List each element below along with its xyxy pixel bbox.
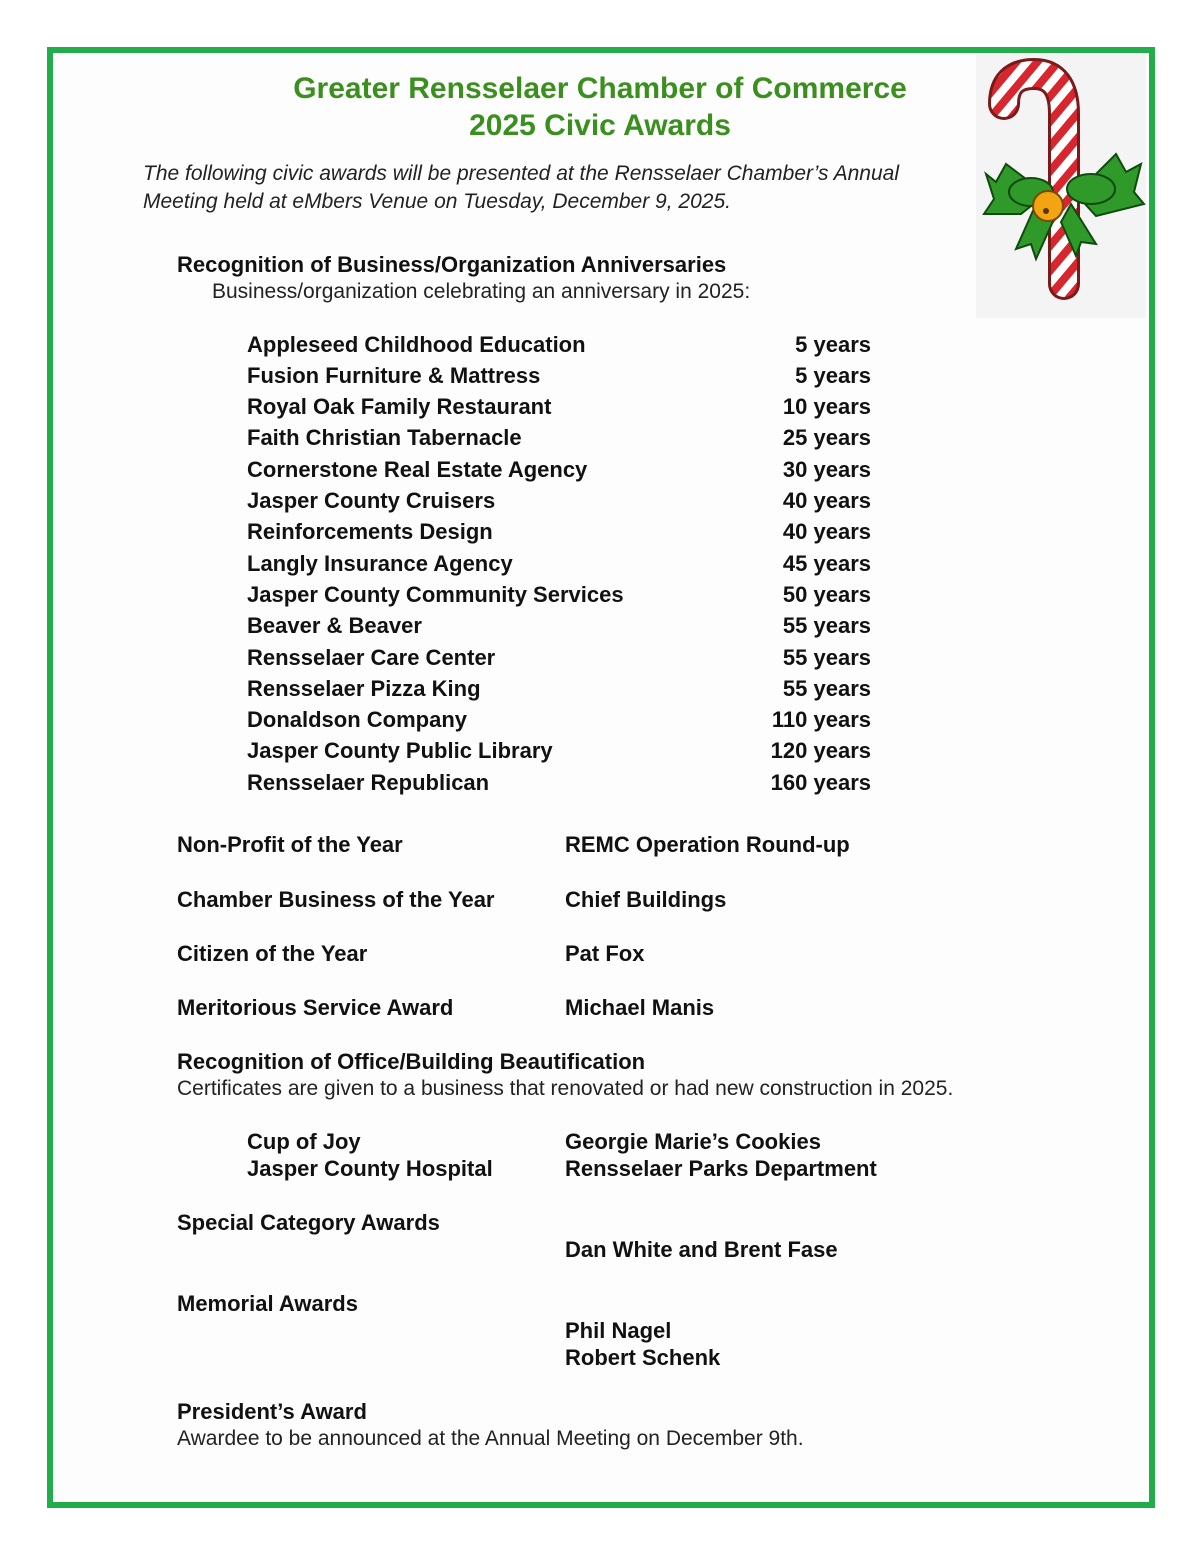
anniversary-name: Rensselaer Pizza King: [247, 676, 481, 701]
beautification-recipient: Cup of Joy: [247, 1129, 361, 1154]
anniversary-name: Faith Christian Tabernacle: [247, 425, 522, 450]
page-subtitle: 2025 Civic Awards: [469, 109, 731, 142]
anniversary-years: 5 years: [795, 363, 871, 388]
beautification-heading: Recognition of Office/Building Beautification: [177, 1049, 646, 1074]
anniversary-years: 40 years: [782, 519, 871, 544]
memorial-recipient: Robert Schenk: [565, 1345, 721, 1370]
anniversary-years: 40 years: [782, 488, 871, 513]
memorial-recipient: Phil Nagel: [565, 1318, 672, 1343]
award-citizen-recipient: Pat Fox: [565, 941, 645, 966]
anniversary-years: 55 years: [782, 645, 871, 670]
beautification-recipient: Jasper County Hospital: [247, 1156, 493, 1181]
award-business-label: Chamber Business of the Year: [177, 887, 495, 912]
beautification-recipient: Rensselaer Parks Department: [565, 1156, 877, 1181]
anniversary-years: 5 years: [795, 332, 871, 357]
intro-line-1: The following civic awards will be presented at the Rensselaer Chamber’s Annual: [143, 162, 899, 185]
anniversary-name: Fusion Furniture & Mattress: [247, 363, 541, 388]
anniversary-years: 120 years: [770, 738, 871, 763]
award-citizen-label: Citizen of the Year: [177, 941, 368, 966]
anniversary-years: 160 years: [770, 770, 871, 795]
anniversary-years: 30 years: [782, 457, 871, 482]
anniversary-name: Donaldson Company: [247, 707, 468, 732]
anniversary-name: Rensselaer Care Center: [247, 645, 496, 670]
award-meritorious-recipient: Michael Manis: [565, 995, 715, 1020]
anniversary-name: Appleseed Childhood Education: [247, 332, 586, 357]
anniversary-name: Jasper County Community Services: [247, 582, 624, 607]
president-note: Awardee to be announced at the Annual Meeting on December 9th.: [177, 1427, 804, 1450]
beautification-recipient: Georgie Marie’s Cookies: [565, 1129, 821, 1154]
anniversary-years: 55 years: [782, 676, 871, 701]
award-nonprofit-recipient: REMC Operation Round-up: [565, 832, 850, 857]
anniversaries-heading: Recognition of Business/Organization Anniversaries: [177, 252, 727, 277]
anniversaries-subheading: Business/organization celebrating an anniversary in 2025:: [212, 280, 751, 303]
page-title: Greater Rensselaer Chamber of Commerce: [293, 72, 907, 105]
special-heading: Special Category Awards: [177, 1210, 440, 1235]
anniversary-years: 55 years: [782, 613, 871, 638]
anniversary-name: Jasper County Cruisers: [247, 488, 496, 513]
anniversary-years: 45 years: [782, 551, 871, 576]
anniversary-name: Royal Oak Family Restaurant: [247, 394, 552, 419]
anniversary-name: Reinforcements Design: [247, 519, 493, 544]
anniversary-name: Cornerstone Real Estate Agency: [247, 457, 588, 482]
president-heading: President’s Award: [177, 1399, 367, 1424]
anniversary-years: 50 years: [782, 582, 871, 607]
anniversary-name: Langly Insurance Agency: [247, 551, 513, 576]
anniversary-name: Beaver & Beaver: [247, 613, 422, 638]
candy-cane-icon: [976, 54, 1146, 318]
special-recipient: Dan White and Brent Fase: [565, 1237, 838, 1262]
anniversary-years: 110 years: [771, 707, 871, 732]
award-business-recipient: Chief Buildings: [565, 887, 727, 912]
memorial-heading: Memorial Awards: [177, 1291, 358, 1316]
beautification-description: Certificates are given to a business that renovated or had new construction in 2025.: [177, 1077, 954, 1100]
anniversary-years: 25 years: [782, 425, 871, 450]
award-meritorious-label: Meritorious Service Award: [177, 995, 454, 1020]
award-nonprofit-label: Non-Profit of the Year: [177, 832, 403, 857]
anniversary-years: 10 years: [782, 394, 871, 419]
anniversary-name: Jasper County Public Library: [247, 738, 553, 763]
anniversary-name: Rensselaer Republican: [247, 770, 490, 795]
intro-line-2: Meeting held at eMbers Venue on Tuesday, December 9, 2025.: [143, 190, 731, 213]
